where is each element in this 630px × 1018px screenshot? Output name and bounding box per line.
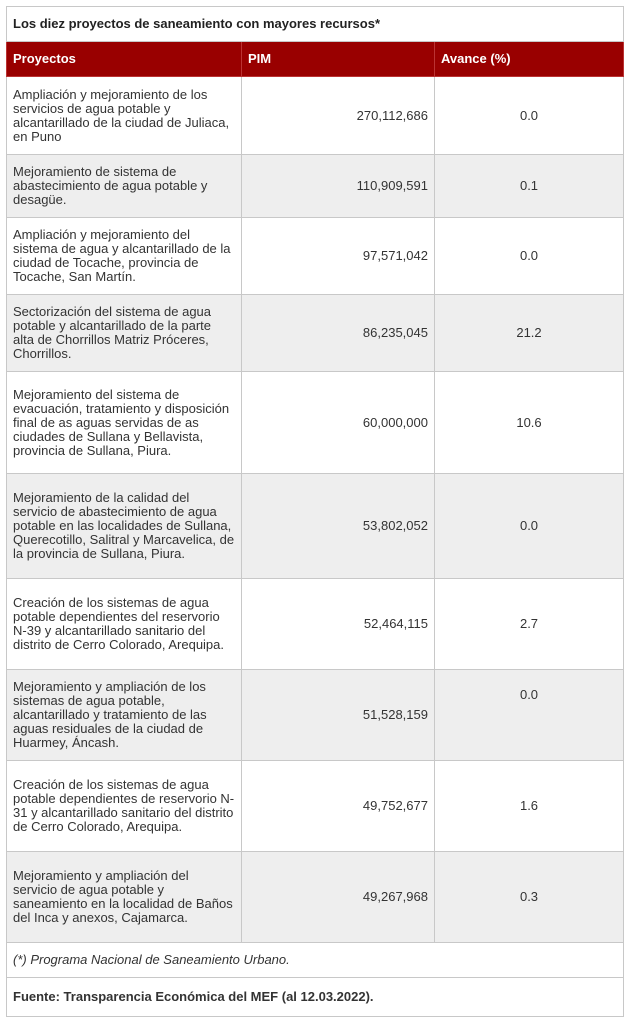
- table-container: [6, 6, 623, 1017]
- source-text: Fuente: Transparencia Económica del MEF (al 12.03.2022).: [7, 978, 624, 1017]
- project-name: Mejoramiento y ampliación del servicio de agua potable y saneamiento en la localidad de Baños del Inca y anexos, Cajamarca.: [7, 852, 242, 943]
- table-row: [7, 77, 624, 155]
- project-avance: 0.0: [435, 474, 624, 579]
- project-pim: 97,571,042: [242, 218, 435, 295]
- table-row: [7, 579, 624, 670]
- project-avance: 10.6: [435, 372, 624, 474]
- project-name: Creación de los sistemas de agua potable dependientes de reservorio N-31 y alcantarillado sanitario del distrito de Cerro Colorado, Arequipa.: [7, 761, 242, 852]
- header-proyectos: Proyectos: [7, 42, 242, 77]
- table-title: Los diez proyectos de saneamiento con mayores recursos*: [7, 7, 624, 42]
- table-row: [7, 155, 624, 218]
- header-avance: Avance (%): [435, 42, 624, 77]
- project-pim: 49,267,968: [242, 852, 435, 943]
- table-row: [7, 372, 624, 474]
- table-row: [7, 670, 624, 761]
- project-avance: 0.3: [435, 852, 624, 943]
- project-pim: 110,909,591: [242, 155, 435, 218]
- projects-table: [6, 6, 624, 1017]
- footnote-row: [7, 943, 624, 978]
- source-row: [7, 978, 624, 1017]
- project-name: Creación de los sistemas de agua potable dependientes del reservorio N-39 y alcantarillado sanitario del distrito de Cerro Colorado, Arequipa.: [7, 579, 242, 670]
- table-row: [7, 295, 624, 372]
- project-avance: 2.7: [435, 579, 624, 670]
- project-pim: 53,802,052: [242, 474, 435, 579]
- table-row: [7, 852, 624, 943]
- project-avance: 0.0: [435, 77, 624, 155]
- project-name: Sectorización del sistema de agua potable y alcantarillado de la parte alta de Chorrillos Matriz Próceres, Chorrillos.: [7, 295, 242, 372]
- project-avance: 0.0: [435, 670, 624, 761]
- project-pim: 51,528,159: [242, 670, 435, 761]
- table-row: [7, 474, 624, 579]
- project-avance: 0.1: [435, 155, 624, 218]
- project-pim: 86,235,045: [242, 295, 435, 372]
- project-avance: 21.2: [435, 295, 624, 372]
- header-pim: PIM: [242, 42, 435, 77]
- project-name: Mejoramiento del sistema de evacuación, tratamiento y disposición final de as aguas servidas de as ciudades de Sullana y Bellavista, provincia de Sullana, Piura.: [7, 372, 242, 474]
- project-name: Ampliación y mejoramiento del sistema de agua y alcantarillado de la ciudad de Tocache, provincia de Tocache, San Martín.: [7, 218, 242, 295]
- project-pim: 49,752,677: [242, 761, 435, 852]
- title-row: [7, 7, 624, 42]
- header-row: [7, 42, 624, 77]
- project-name: Mejoramiento de la calidad del servicio de abastecimiento de agua potable en las localidades de Sullana, Querecotillo, Salitral y Marcavelica, de la provincia de Sullana, Piura.: [7, 474, 242, 579]
- table-row: [7, 218, 624, 295]
- project-pim: 270,112,686: [242, 77, 435, 155]
- project-pim: 60,000,000: [242, 372, 435, 474]
- table-row: [7, 761, 624, 852]
- project-name: Mejoramiento y ampliación de los sistemas de agua potable, alcantarillado y tratamiento de las aguas residuales de la ciudad de Huarmey, Áncash.: [7, 670, 242, 761]
- project-pim: 52,464,115: [242, 579, 435, 670]
- project-name: Mejoramiento de sistema de abastecimiento de agua potable y desagüe.: [7, 155, 242, 218]
- project-name: Ampliación y mejoramiento de los servicios de agua potable y alcantarillado de la ciudad de Juliaca, en Puno: [7, 77, 242, 155]
- project-avance: 0.0: [435, 218, 624, 295]
- project-avance: 1.6: [435, 761, 624, 852]
- footnote: (*) Programa Nacional de Saneamiento Urbano.: [7, 943, 624, 978]
